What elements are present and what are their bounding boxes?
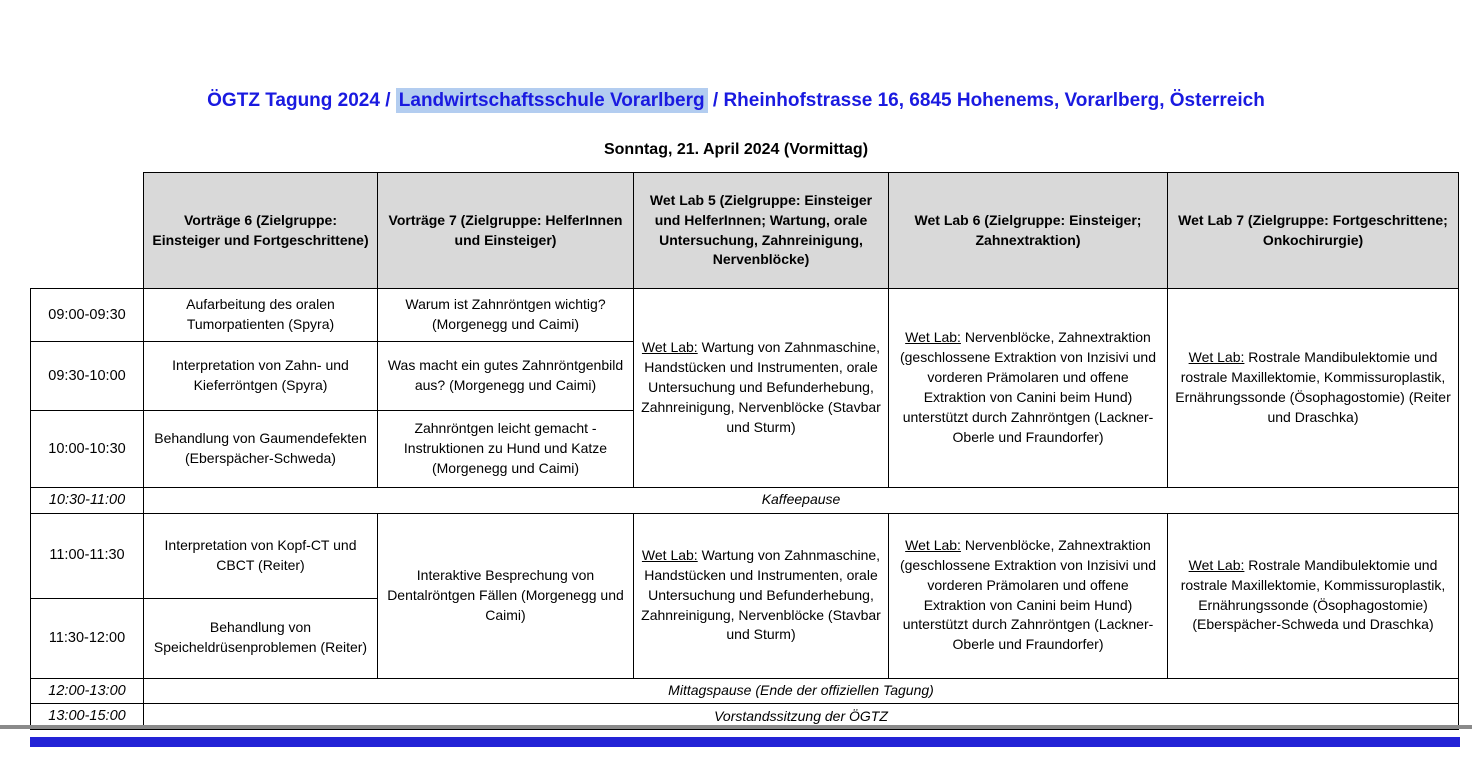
session-cell-v6-0930: Interpretation von Zahn- und Kieferröntgen (Spyra) — [144, 342, 378, 411]
table-row-1100 — [31, 513, 1459, 598]
time-cell-0900: 09:00-09:30 — [31, 289, 144, 342]
break-cell-vorstandssitzung: Vorstandssitzung der ÖGTZ — [144, 704, 1459, 730]
session-cell-v6-1130: Behandlung von Speicheldrüsenproblemen (Reiter) — [144, 598, 378, 678]
time-cell-1000: 10:00-10:30 — [31, 411, 144, 488]
session-cell-wetlab5-morning — [634, 289, 889, 488]
wetlab-label: Wet Lab: — [905, 536, 961, 553]
title-segment-2: / Rheinhofstrasse 16, 6845 Hohenems, Vorarlberg, Österreich — [707, 90, 1265, 111]
time-cell-1130: 11:30-12:00 — [31, 598, 144, 678]
column-header-vortraege-6: Vorträge 6 (Zielgruppe: Einsteiger und Fortgeschrittene) — [144, 173, 378, 289]
session-cell-wetlab6-morning — [889, 289, 1168, 488]
wetlab5-late-text: Wartung von Zahnmaschine, Handstücken und Instrumenten, orale Untersuchung und Befunderhebung, Zahnreinigung, Nervenblöcke (Stavbar und Sturm) — [641, 546, 881, 643]
wetlab5-morning-text: Wartung von Zahnmaschine, Handstücken und Instrumenten, orale Untersuchung und Befunderhebung, Zahnreinigung, Nervenblöcke (Stavbar und Sturm) — [641, 339, 881, 435]
session-cell-v7-1000: Zahnröntgen leicht gemacht - Instruktionen zu Hund und Katze (Morgenegg und Caimi) — [378, 411, 634, 488]
table-bottom-rule — [0, 725, 1472, 729]
wetlab-label: Wet Lab: — [641, 546, 698, 563]
wetlab6-morning-text: Nervenblöcke, Zahnextraktion (geschlossene Extraktion von Inzisivi und vorderen Prämolaren und offene Extraktion von Canini beim Hund) unterstützt durch Zahnröntgen (Lackner-Oberle und Fraundorfer) — [899, 329, 1157, 445]
title-segment-1: ÖGTZ Tagung 2024 / — [207, 90, 396, 111]
break-row-mittagspause — [31, 678, 1459, 704]
session-cell-wetlab7-morning — [1168, 289, 1459, 488]
time-cell-1200: 12:00-13:00 — [31, 678, 144, 704]
document-subtitle: Sonntag, 21. April 2024 (Vormittag) — [603, 141, 869, 158]
wetlab-label: Wet Lab: — [1188, 349, 1245, 366]
table-row-0900 — [31, 289, 1459, 342]
column-header-vortraege-7: Vorträge 7 (Zielgruppe: HelferInnen und Einsteiger) — [378, 173, 634, 289]
wetlab-label: Wet Lab: — [905, 329, 961, 346]
column-header-wetlab-6: Wet Lab 6 (Zielgruppe: Einsteiger; Zahnextraktion) — [889, 173, 1168, 289]
session-cell-v6-0900: Aufarbeitung des oralen Tumorpatienten (Spyra) — [144, 289, 378, 342]
session-cell-v6-1100: Interpretation von Kopf-CT und CBCT (Reiter) — [144, 513, 378, 598]
time-cell-1100: 11:00-11:30 — [31, 513, 144, 598]
break-cell-mittagspause: Mittagspause (Ende der offiziellen Tagung) — [144, 678, 1459, 704]
session-cell-v7-1100-1200: Interaktive Besprechung von Dentalröntgen Fällen (Morgenegg und Caimi) — [378, 513, 634, 678]
session-cell-v7-0930: Was macht ein gutes Zahnröntgenbild aus? (Morgenegg und Caimi) — [378, 342, 634, 411]
wetlab7-morning-text: Rostrale Mandibulektomie und rostrale Maxillektomie, Kommissuroplastik, Ernährungssonde (Ösophagostomie) (Reiter und Draschka) — [1175, 349, 1451, 425]
column-header-wetlab-7: Wet Lab 7 (Zielgruppe: Fortgeschrittene; Onkochirurgie) — [1168, 173, 1459, 289]
page-bottom-blue-bar — [30, 737, 1460, 747]
session-cell-v6-1000: Behandlung von Gaumendefekten (Eberspächer-Schweda) — [144, 411, 378, 488]
wetlab6-late-text: Nervenblöcke, Zahnextraktion (geschlossene Extraktion von Inzisivi und vorderen Prämolaren und offene Extraktion von Canini beim Hund) unterstützt durch Zahnröntgen (Lackner-Oberle und Fraundorfer) — [899, 536, 1157, 653]
wetlab-label: Wet Lab: — [1188, 556, 1245, 573]
header-corner-empty-cell — [31, 173, 144, 289]
time-cell-0930: 09:30-10:00 — [31, 342, 144, 411]
document-title — [0, 90, 1472, 112]
wetlab-label: Wet Lab: — [641, 339, 698, 356]
session-cell-wetlab6-late — [889, 513, 1168, 678]
header-row — [31, 173, 1459, 289]
time-cell-1030: 10:30-11:00 — [31, 488, 144, 514]
column-header-wetlab-5: Wet Lab 5 (Zielgruppe: Einsteiger und HelferInnen; Wartung, orale Untersuchung, Zahnreinigung, Nervenblöcke) — [634, 173, 889, 289]
break-cell-kaffeepause: Kaffeepause — [144, 488, 1459, 514]
break-row-kaffeepause — [31, 488, 1459, 514]
session-cell-v7-0900: Warum ist Zahnröntgen wichtig? (Morgenegg und Caimi) — [378, 289, 634, 342]
session-cell-wetlab7-late — [1168, 513, 1459, 678]
schedule-table — [30, 172, 1459, 730]
session-cell-wetlab5-late — [634, 513, 889, 678]
time-cell-1300: 13:00-15:00 — [31, 704, 144, 730]
wetlab7-late-text: Rostrale Mandibulektomie und rostrale Maxillektomie, Kommissuroplastik, Ernährungssonde (Ösophagostomie) (Eberspächer-Schweda und Draschka) — [1180, 556, 1446, 633]
title-highlighted-venue: Landwirtschaftsschule Vorarlberg — [396, 88, 708, 113]
